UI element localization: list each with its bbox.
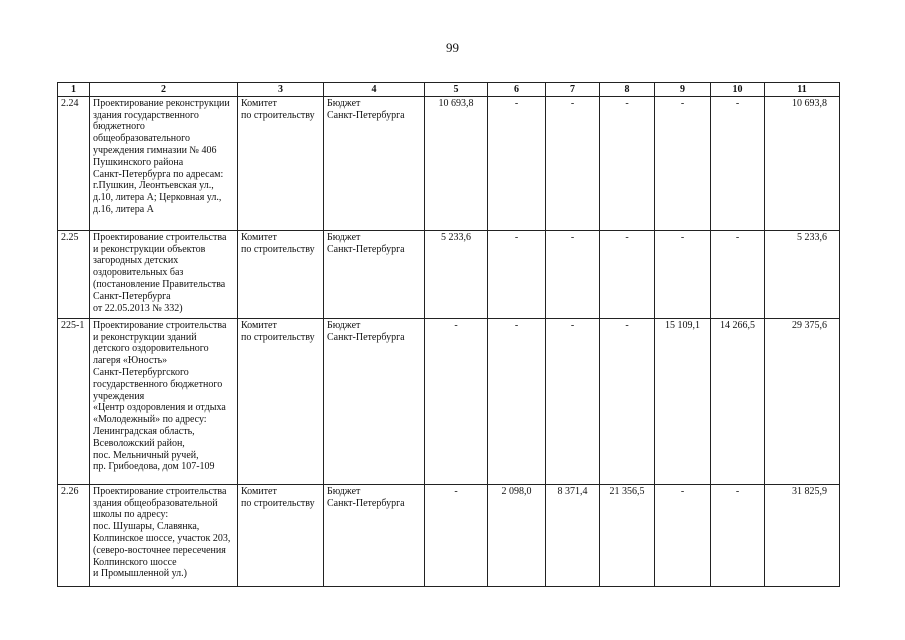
column-header: 1 bbox=[58, 83, 90, 97]
table-row bbox=[58, 230, 840, 318]
header-row bbox=[58, 83, 840, 97]
row-total: 31 825,9 bbox=[765, 484, 840, 586]
row-value-10: 14 266,5 bbox=[711, 318, 765, 484]
row-value-5: - bbox=[425, 318, 488, 484]
row-total: 29 375,6 bbox=[765, 318, 840, 484]
column-header: 4 bbox=[324, 83, 425, 97]
column-header: 6 bbox=[488, 83, 546, 97]
column-header: 3 bbox=[238, 83, 324, 97]
row-description: Проектирование строительства здания общеобразовательной школы по адресу: пос. Шушары, Славянка, Колпинское шоссе, участок 203, (северо-восточнее пересечения Колпинского шоссе и Промышленной ул.) bbox=[90, 484, 238, 586]
page-number: 99 bbox=[446, 40, 459, 55]
row-id: 225-1 bbox=[58, 318, 90, 484]
column-header: 10 bbox=[711, 83, 765, 97]
row-value-7: - bbox=[546, 230, 600, 318]
row-value-10: - bbox=[711, 96, 765, 230]
table-row bbox=[58, 318, 840, 484]
row-value-5: 10 693,8 bbox=[425, 96, 488, 230]
row-value-7: - bbox=[546, 96, 600, 230]
row-value-10: - bbox=[711, 230, 765, 318]
row-description: Проектирование строительства и реконструкции объектов загородных детских оздоровительных баз (постановление Правительства Санкт-Петербурга от 22.05.2013 № 332) bbox=[90, 230, 238, 318]
row-value-8: 21 356,5 bbox=[600, 484, 655, 586]
column-header: 9 bbox=[655, 83, 711, 97]
column-header: 8 bbox=[600, 83, 655, 97]
row-value-6: 2 098,0 bbox=[488, 484, 546, 586]
row-executor: Комитет по строительству bbox=[238, 484, 324, 586]
row-source: Бюджет Санкт-Петербурга bbox=[324, 96, 425, 230]
row-value-9: - bbox=[655, 96, 711, 230]
row-source: Бюджет Санкт-Петербурга bbox=[324, 230, 425, 318]
row-id: 2.24 bbox=[58, 96, 90, 230]
row-value-9: - bbox=[655, 484, 711, 586]
column-header: 11 bbox=[765, 83, 840, 97]
row-value-9: 15 109,1 bbox=[655, 318, 711, 484]
row-value-6: - bbox=[488, 96, 546, 230]
table-row bbox=[58, 96, 840, 230]
row-description: Проектирование реконструкции здания государственного бюджетного общеобразовательного учреждения гимназии № 406 Пушкинского района Санкт-Петербурга по адресам: г.Пушкин, Леонтьевская ул., д.10, литера А; Церковная ул., д.16, литера А bbox=[90, 96, 238, 230]
column-header: 5 bbox=[425, 83, 488, 97]
row-id: 2.26 bbox=[58, 484, 90, 586]
row-value-8: - bbox=[600, 96, 655, 230]
row-value-6: - bbox=[488, 318, 546, 484]
row-value-7: 8 371,4 bbox=[546, 484, 600, 586]
row-value-8: - bbox=[600, 230, 655, 318]
row-executor: Комитет по строительству bbox=[238, 318, 324, 484]
row-value-10: - bbox=[711, 484, 765, 586]
row-executor: Комитет по строительству bbox=[238, 96, 324, 230]
column-header: 2 bbox=[90, 83, 238, 97]
row-value-5: - bbox=[425, 484, 488, 586]
row-executor: Комитет по строительству bbox=[238, 230, 324, 318]
budget-table bbox=[57, 82, 840, 587]
row-value-8: - bbox=[600, 318, 655, 484]
row-source: Бюджет Санкт-Петербурга bbox=[324, 484, 425, 586]
column-header: 7 bbox=[546, 83, 600, 97]
row-id: 2.25 bbox=[58, 230, 90, 318]
row-description: Проектирование строительства и реконструкции зданий детского оздоровительного лагеря «Юность» Санкт-Петербургского государственного бюджетного учреждения «Центр оздоровления и отдыха «Молодежный» по адресу: Ленинградская область, Всеволожский район, пос. Мельничный ручей, пр. Грибоедова, дом 107-109 bbox=[90, 318, 238, 484]
table-row bbox=[58, 484, 840, 586]
row-value-6: - bbox=[488, 230, 546, 318]
row-total: 5 233,6 bbox=[765, 230, 840, 318]
row-total: 10 693,8 bbox=[765, 96, 840, 230]
row-value-5: 5 233,6 bbox=[425, 230, 488, 318]
row-value-9: - bbox=[655, 230, 711, 318]
row-value-7: - bbox=[546, 318, 600, 484]
row-source: Бюджет Санкт-Петербурга bbox=[324, 318, 425, 484]
